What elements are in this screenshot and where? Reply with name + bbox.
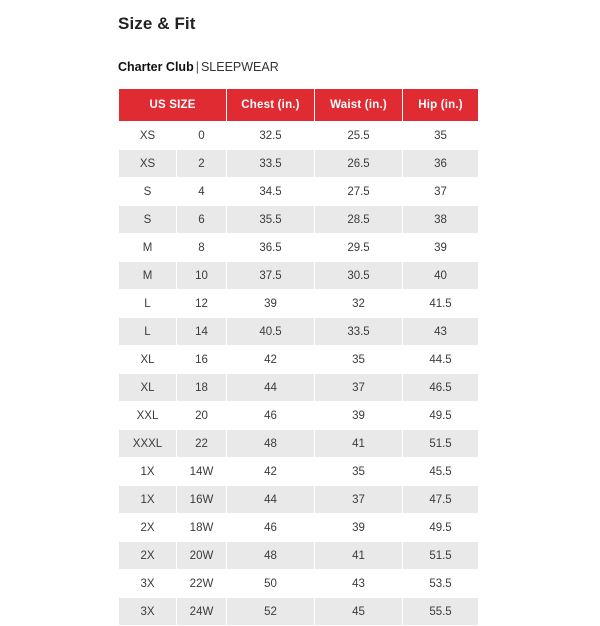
table-cell: 2	[177, 150, 227, 178]
table-cell: 42	[227, 346, 315, 374]
table-cell: 49.5	[403, 402, 479, 430]
table-cell: XS	[119, 122, 177, 150]
table-row	[119, 150, 479, 178]
table-cell: 46	[227, 514, 315, 542]
table-cell: 20W	[177, 542, 227, 570]
column-header-waist: Waist (in.)	[315, 89, 403, 122]
table-cell: 24W	[177, 598, 227, 626]
table-cell: 25.5	[315, 122, 403, 150]
table-row	[119, 122, 479, 150]
table-row	[119, 598, 479, 626]
table-cell: 42	[227, 458, 315, 486]
table-cell: 51.5	[403, 430, 479, 458]
table-cell: 30.5	[315, 262, 403, 290]
table-row	[119, 402, 479, 430]
table-cell: 45.5	[403, 458, 479, 486]
table-cell: 16	[177, 346, 227, 374]
table-cell: 18	[177, 374, 227, 402]
table-row	[119, 486, 479, 514]
table-row	[119, 458, 479, 486]
table-cell: 34.5	[227, 178, 315, 206]
table-cell: 48	[227, 542, 315, 570]
table-cell: 29.5	[315, 234, 403, 262]
table-row	[119, 318, 479, 346]
table-cell: 32.5	[227, 122, 315, 150]
table-cell: 33.5	[227, 150, 315, 178]
table-cell: 55.5	[403, 598, 479, 626]
table-cell: 35.5	[227, 206, 315, 234]
table-cell: 22W	[177, 570, 227, 598]
table-cell: 14W	[177, 458, 227, 486]
table-cell: 37.5	[227, 262, 315, 290]
table-cell: 50	[227, 570, 315, 598]
table-cell: 36	[403, 150, 479, 178]
table-cell: 28.5	[315, 206, 403, 234]
table-cell: 3X	[119, 598, 177, 626]
size-chart-container	[118, 88, 478, 626]
table-cell: 40.5	[227, 318, 315, 346]
table-cell: 10	[177, 262, 227, 290]
table-cell: 35	[403, 122, 479, 150]
column-header-hip: Hip (in.)	[403, 89, 479, 122]
table-body	[119, 122, 479, 626]
table-cell: 12	[177, 290, 227, 318]
table-cell: 45	[315, 598, 403, 626]
table-cell: L	[119, 318, 177, 346]
table-row	[119, 542, 479, 570]
brand-name: Charter Club	[118, 60, 194, 74]
table-cell: 52	[227, 598, 315, 626]
table-cell: 26.5	[315, 150, 403, 178]
table-cell: 44	[227, 374, 315, 402]
table-cell: 16W	[177, 486, 227, 514]
table-cell: 53.5	[403, 570, 479, 598]
table-cell: 37	[403, 178, 479, 206]
table-cell: 6	[177, 206, 227, 234]
column-header-chest: Chest (in.)	[227, 89, 315, 122]
table-cell: 37	[315, 374, 403, 402]
table-row	[119, 570, 479, 598]
table-cell: XL	[119, 374, 177, 402]
table-cell: 35	[315, 458, 403, 486]
brand-breadcrumb	[118, 60, 600, 74]
table-row	[119, 206, 479, 234]
table-header	[119, 89, 479, 122]
table-cell: 51.5	[403, 542, 479, 570]
table-row	[119, 374, 479, 402]
table-cell: 2X	[119, 542, 177, 570]
table-cell: 4	[177, 178, 227, 206]
table-cell: 48	[227, 430, 315, 458]
table-cell: XL	[119, 346, 177, 374]
table-cell: 39	[227, 290, 315, 318]
table-cell: 27.5	[315, 178, 403, 206]
table-row	[119, 234, 479, 262]
brand-separator: |	[195, 60, 199, 74]
table-row	[119, 430, 479, 458]
table-cell: XXL	[119, 402, 177, 430]
table-row	[119, 290, 479, 318]
table-row	[119, 262, 479, 290]
table-cell: 40	[403, 262, 479, 290]
table-cell: 3X	[119, 570, 177, 598]
table-cell: 33.5	[315, 318, 403, 346]
table-row	[119, 178, 479, 206]
table-cell: 14	[177, 318, 227, 346]
table-row	[119, 346, 479, 374]
table-cell: 44.5	[403, 346, 479, 374]
table-cell: 35	[315, 346, 403, 374]
table-cell: 41	[315, 430, 403, 458]
table-cell: M	[119, 262, 177, 290]
brand-category: SLEEPWEAR	[200, 60, 279, 74]
table-cell: 38	[403, 206, 479, 234]
table-cell: 1X	[119, 486, 177, 514]
table-cell: 22	[177, 430, 227, 458]
table-cell: 37	[315, 486, 403, 514]
table-cell: XXXL	[119, 430, 177, 458]
table-cell: 2X	[119, 514, 177, 542]
table-cell: 47.5	[403, 486, 479, 514]
table-cell: M	[119, 234, 177, 262]
table-cell: 43	[403, 318, 479, 346]
table-cell: 0	[177, 122, 227, 150]
table-cell: 44	[227, 486, 315, 514]
table-cell: S	[119, 206, 177, 234]
table-cell: 1X	[119, 458, 177, 486]
table-cell: 39	[315, 402, 403, 430]
table-cell: 36.5	[227, 234, 315, 262]
column-header-us-size: US SIZE	[119, 89, 227, 122]
table-cell: 46.5	[403, 374, 479, 402]
table-cell: L	[119, 290, 177, 318]
table-cell: 41.5	[403, 290, 479, 318]
table-cell: 49.5	[403, 514, 479, 542]
table-cell: 43	[315, 570, 403, 598]
table-cell: S	[119, 178, 177, 206]
table-header-row	[119, 89, 479, 122]
table-cell: 41	[315, 542, 403, 570]
table-cell: 46	[227, 402, 315, 430]
table-row	[119, 514, 479, 542]
size-chart-table	[118, 88, 479, 626]
table-cell: 39	[403, 234, 479, 262]
table-cell: 18W	[177, 514, 227, 542]
table-cell: 8	[177, 234, 227, 262]
table-cell: XS	[119, 150, 177, 178]
table-cell: 20	[177, 402, 227, 430]
table-cell: 32	[315, 290, 403, 318]
table-cell: 39	[315, 514, 403, 542]
page-title: Size & Fit	[118, 14, 196, 33]
